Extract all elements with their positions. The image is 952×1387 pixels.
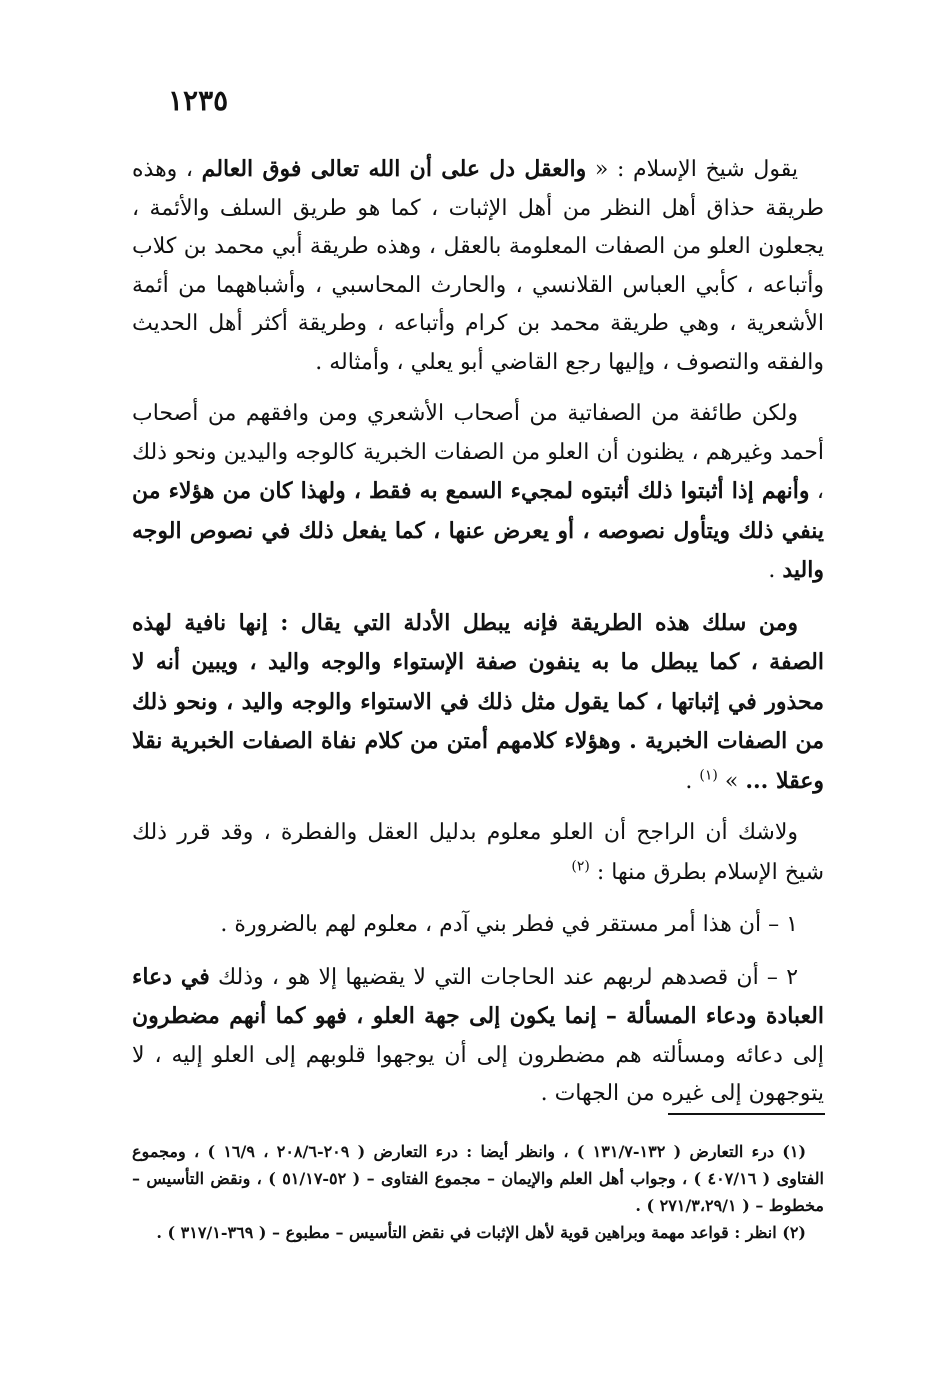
paragraph [132,905,824,945]
paragraph-rest: . [768,558,783,583]
paragraph-intro: ١ – أن هذا أمر مستقر في فطر بني آدم ، معلوم لهم بالضرورة . [220,912,798,937]
paragraph-bold: في دعاء العبادة ودعاء المسألة – إنما يكون إلى جهة العلو ، فهو كما أنهم مضطرون [132,963,824,1029]
paragraph-rest: ، وهذه طريقة حذاق أهل النظر من أهل الإثبات ، كما هو طريق السلف والأئمة ، يجعلون العلو من الصفات المعلومة بالعقل ، وهذه طريقة أبي محمد بن كلاب وأتباعه ، كأبي العباس القلانسي ، والحارث المحاسبي ، وأشباههما من أئمة الأشعرية ، وهي طريقة محمد بن كرام وأتباعه ، وطريقة أكثر أهل الحديث والفقه والتصوف ، وإليها رجع القاضي أبو يعلي ، وأمثاله . [132,157,824,375]
footnotes [132,1138,824,1246]
paragraph-intro: ولاشك أن الراجح أن العلو معلوم بدليل العقل والفطرة ، وقد قرر ذلك شيخ الإسلام بطرق منها : [132,820,824,885]
paragraph-intro: يقول شيخ الإسلام : « [586,157,798,182]
paragraph [132,814,824,892]
paragraph-tail: . [685,768,700,794]
paragraph-intro: ولكن طائفة من الصفاتية من أصحاب الأشعري ومن وافقهم من أصحاب أحمد وغيرهم ، يظنون أن العلو من الصفات الخبرية كالوجه واليدين ونحو ذلك ، [132,401,824,504]
page-number: ١٢٣٥ [168,84,229,117]
footnote-separator [668,1113,825,1115]
footnote: (٢) انظر : قواعد مهمة وبراهين قوية لأهل الإثبات في نقض التأسيس – مطبوع – ( ٣٦٩-٣١٧/١ ) . [156,1223,806,1242]
main-text [132,150,824,1127]
paragraph [132,604,824,802]
paragraph-rest: » [717,768,746,794]
footnote-ref: (٢) [571,858,590,875]
footnote-ref: (١) [699,767,718,784]
paragraph-bold: وأنهم إذا أثبتوا ذلك أثبتوه لمجيء السمع به فقط ، ولهذا كان من هؤلاء من ينفي ذلك ويتأول نصوصه ، أو يعرض عنها ، كما يفعل ذلك في نصوص الوجه واليد [132,478,824,583]
paragraph-rest: إلى دعائه ومسألته هم مضطرون إلى أن يوجهوا قلوبهم إلى العلو إليه ، لا يتوجهون إلى غيره من الجهات . [132,1042,824,1106]
paragraph [132,958,824,1114]
paragraph [132,150,824,382]
footnote: (١) درء التعارض ( ١٣٢-١٣١/٧ ) ، وانظر أيضا : درء التعارض ( ٢٠٩-٢٠٨/٦ ، ١٦/٩ ) ، ومجموع الفتاوى ( ٤٠٧/١٦ ) ، وجواب أهل العلم والإيمان – مجموع الفتاوى – ( ٥٢-٥١/١٧ ) ، ونقض التأسيس – مخطوط – ( ٢٧١/٣،٢٩/١ ) . [132,1142,825,1215]
paragraph-intro: ٢ – أن قصدهم لربهم عند الحاجات التي لا يقضيها إلا هو ، وذلك [209,964,799,990]
paragraph-bold: والعقل دل على أن الله تعالى فوق العالم [201,156,587,182]
paragraph-bold: ومن سلك هذه الطريقة فإنه يبطل الأدلة التي يقال : إنها نافية لهذه الصفة ، كما يبطل ما به ينفون صفة الإستواء والوجه واليد ، ويبين أنه لا محذور في إثباتها ، كما يقول مثل ذلك في الاستواء والوجه واليد ، ونحو ذلك من الصفات الخبرية . وهؤلاء كلامهم أمتن من كلام نفاة الصفات الخبرية نقلا وعقلا ... [132,609,824,794]
paragraph [132,395,824,591]
